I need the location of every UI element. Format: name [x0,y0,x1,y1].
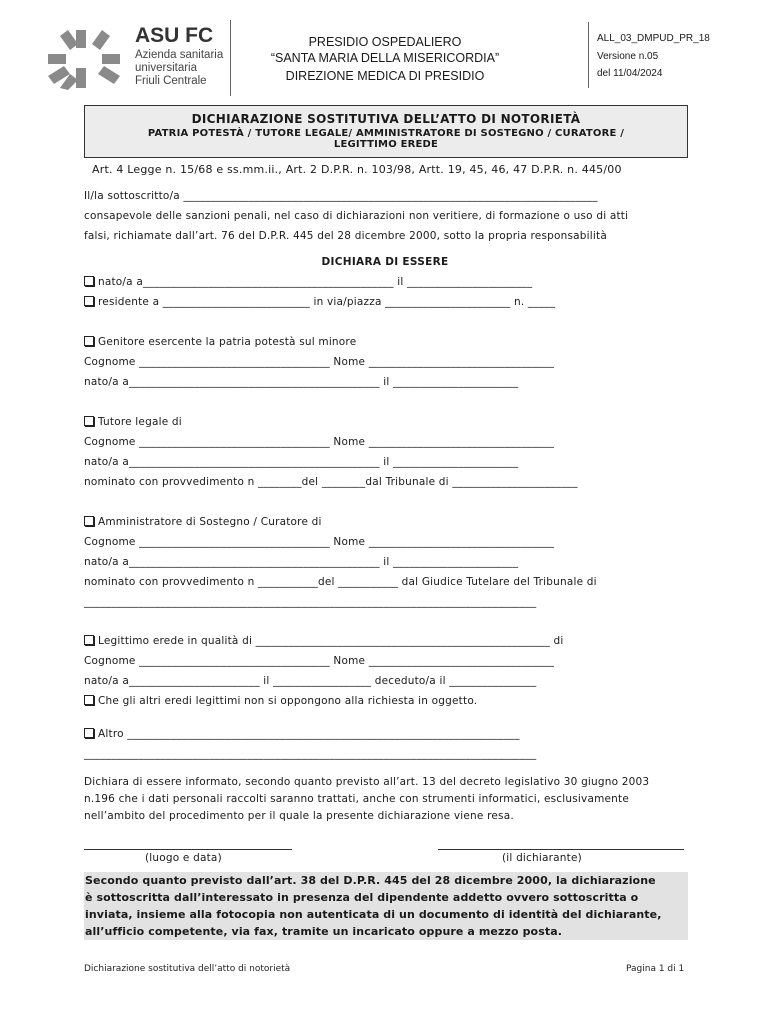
awareness-line-2: falsi, richiamate dall’art. 76 del D.P.R. 445 del 28 dicembre 2000, sotto la propria responsabilità [84,230,607,242]
logo-mark-icon [46,28,126,90]
tutor-appointed-field[interactable]: nominato con provvedimento n ________del ________dal Tribunale di _______________________ [84,476,578,488]
privacy-line-2: n.196 che i dati personali raccolti saranno trattati, anche con strumenti informatici, esclusivamente [84,793,629,805]
other-line[interactable]: ___________________________________________________________________________________ [84,748,537,760]
hospital-dept: DIREZIONE MEDICA DI PRESIDIO [285,69,485,83]
declares-heading: DICHIARA DI ESSERE [321,256,449,268]
document-date: del 11/04/2024 [597,68,663,79]
header-divider-left [230,20,231,96]
checkbox-heir-others[interactable] [84,695,94,705]
resident-field[interactable]: residente a ___________________________ in via/piazza _______________________ n. _____ [98,296,556,308]
heir-heading[interactable]: Legittimo erede in qualità di ______________________________________________________ di [98,635,564,647]
declarant-label: (il dichiarante) [502,852,582,864]
parent-name-field[interactable]: Cognome ___________________________________ Nome __________________________________ [84,356,555,368]
tutor-born-field[interactable]: nato/a a______________________________________________ il _______________________ [84,456,519,468]
parent-heading: Genitore esercente la patria potestà sul minore [98,336,357,348]
heir-name-field[interactable]: Cognome ___________________________________ Nome __________________________________ [84,655,555,667]
admin-heading: Amministratore di Sostegno / Curatore di [98,516,322,528]
checkbox-born[interactable] [84,276,94,286]
footer-title: Dichiarazione sostitutiva dell’atto di notorietà [84,964,291,974]
signature-line[interactable] [438,849,684,850]
other-field[interactable]: Altro ________________________________________________________________________ [98,728,520,740]
checkbox-parent[interactable] [84,336,94,346]
legal-note-line-4: all’ufficio competente, via fax, tramite un incaricato oppure a mezzo posta. [85,925,563,938]
undersigned-field[interactable]: Il/la sottoscritto/a ____________________________________________________________________________ [84,190,598,202]
hospital-name-line-2: “SANTA MARIA DELLA MISERICORDIA” [270,51,500,65]
checkbox-tutor[interactable] [84,416,94,426]
tutor-name-field[interactable]: Cognome ___________________________________ Nome __________________________________ [84,436,555,448]
logo-line-1: Azienda sanitaria [135,49,224,61]
born-row [84,276,532,288]
admin-tribunal-line[interactable]: ___________________________________________________________________________________ [84,596,537,608]
admin-name-field[interactable]: Cognome ___________________________________ Nome __________________________________ [84,536,555,548]
place-date-line[interactable] [84,849,292,850]
born-field[interactable]: nato/a a______________________________________________ il _______________________ [98,276,533,288]
checkbox-resident[interactable] [84,296,94,306]
document-title: DICHIARAZIONE SOSTITUTIVA DELL’ATTO DI NOTORIETÀ [191,112,581,126]
awareness-line-1: consapevole delle sanzioni penali, nel caso di dichiarazioni non veritiere, di formazione o uso di atti [84,210,629,222]
legal-note [84,872,688,940]
document-subtitle-2: LEGITTIMO EREDE [333,139,439,150]
checkbox-other[interactable] [84,728,94,738]
logo-title: ASU FC [135,24,214,47]
logo-line-2: universitaria [135,62,197,74]
header-divider-right [588,22,589,88]
legal-references: Art. 4 Legge n. 15/68 e ss.mm.ii., Art. 2 D.P.R. n. 103/98, Artt. 19, 45, 46, 47 D.P.R. n. 445/00 [92,163,622,176]
admin-row [84,516,322,528]
document-version: Versione n.05 [597,51,659,62]
parent-born-field[interactable]: nato/a a______________________________________________ il _______________________ [84,376,519,388]
heir-row [84,635,563,647]
privacy-line-1: Dichiara di essere informato, secondo quanto previsto all’art. 13 del decreto legislativo 30 giugno 2003 [84,776,650,788]
tutor-row [84,416,182,428]
legal-note-line-2: è sottoscritta dall’interessato in presenza del dipendente addetto ovvero sottoscritta o [85,891,639,904]
place-date-label: (luogo e data) [145,852,222,864]
checkbox-admin[interactable] [84,516,94,526]
legal-note-line-1: Secondo quanto previsto dall’art. 38 del D.P.R. 445 del 28 dicembre 2000, la dichiarazione [85,874,656,887]
privacy-line-3: nell’ambito del procedimento per il quale la presente dichiarazione viene resa. [84,810,514,822]
legal-note-line-3: inviata, insieme alla fotocopia non autenticata di un documento di identità del dichiarante, [85,908,662,921]
title-box [84,105,688,158]
heir-born-field[interactable]: nato/a a________________________ il __________________ deceduto/a il ________________ [84,675,537,687]
parent-row [84,336,356,348]
checkbox-heir[interactable] [84,635,94,645]
admin-appointed-field[interactable]: nominato con provvedimento n ___________del ___________ dal Giudice Tutelare del Tribunale di [84,576,597,588]
resident-row [84,296,555,308]
admin-born-field[interactable]: nato/a a______________________________________________ il _______________________ [84,556,519,568]
document-code: ALL_03_DMPUD_PR_18 [597,33,710,44]
heir-others-text: Che gli altri eredi legittimi non si oppongono alla richiesta in oggetto. [98,695,478,707]
page-number: Pagina 1 di 1 [626,964,685,974]
tutor-heading: Tutore legale di [98,416,182,428]
hospital-name-line-1: PRESIDIO OSPEDALIERO [308,35,462,49]
heir-others-row [84,695,477,707]
logo-line-3: Friuli Centrale [135,75,207,87]
other-row [84,728,520,740]
document-subtitle-1: PATRIA POTESTÀ / TUTORE LEGALE/ AMMINISTRATORE DI SOSTEGNO / CURATORE / [147,128,625,139]
